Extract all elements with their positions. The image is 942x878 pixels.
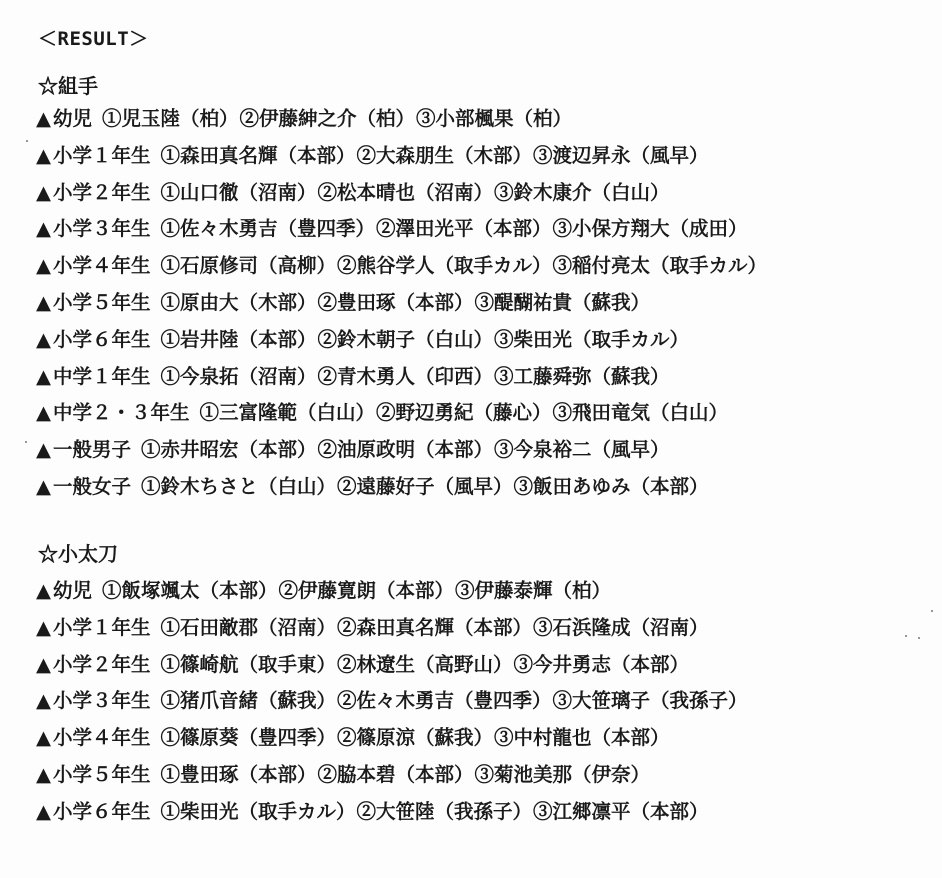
bullet-triangle: ▲ <box>36 799 51 823</box>
document-title: ＜RESULT＞ <box>38 28 149 50</box>
placement-1: ①豊田琢（本部） <box>160 763 317 786</box>
scan-speck <box>931 610 933 612</box>
placement-1: ①森田真名輝（本部） <box>160 143 356 167</box>
result-row <box>36 106 573 132</box>
category-label: 小学５年生 <box>53 763 151 786</box>
placement-3: ③大笹璃子（我孫子） <box>552 689 748 713</box>
result-row <box>36 578 612 604</box>
result-row <box>36 652 690 678</box>
category-label: 一般女子 <box>53 475 132 498</box>
result-row <box>36 437 671 463</box>
placement-2: ②澤田光平（本部） <box>376 217 552 241</box>
placement-3: ③醍醐祐貴（蘇我） <box>474 291 651 314</box>
placement-1: ①三富隆範（白山） <box>199 401 376 425</box>
result-row <box>36 400 729 426</box>
placement-3: ③江郷凛平（本部） <box>533 799 709 823</box>
category-label: 小学２年生 <box>53 652 151 676</box>
placement-2: ②油原政明（本部） <box>317 438 494 462</box>
placement-3: ③中村龍也（本部） <box>494 726 670 750</box>
placement-3: ③小保方翔大（成田） <box>552 217 748 241</box>
placement-1: ①飯塚颯太（本部） <box>102 579 278 602</box>
category-label: 小学２年生 <box>53 180 151 204</box>
bullet-triangle: ▲ <box>36 327 51 351</box>
result-row <box>36 688 749 714</box>
scan-speck <box>918 637 920 639</box>
placement-2: ②脇本碧（本部） <box>317 763 474 786</box>
placement-1: ①児玉陸（柏） <box>102 107 239 130</box>
placement-2: ②篠原涼（蘇我） <box>337 726 494 750</box>
bullet-triangle: ▲ <box>36 475 51 498</box>
placement-1: ①鈴木ちさと（白山） <box>141 475 337 498</box>
placement-1: ①今泉拓（沼南） <box>160 364 317 388</box>
result-row <box>36 290 651 316</box>
result-row <box>36 615 710 641</box>
category-label: 小学１年生 <box>53 143 151 167</box>
placement-1: ①石原修司（高柳） <box>160 254 337 278</box>
placement-3: ③今泉裕二（風早） <box>494 438 670 462</box>
category-label: 小学１年生 <box>53 615 151 639</box>
placement-2: ②遠藤好子（風早） <box>337 475 513 498</box>
placement-1: ①石田敵郡（沼南） <box>160 615 337 639</box>
bullet-triangle: ▲ <box>36 726 51 750</box>
placement-2: ②伊藤紳之介（柏） <box>239 107 416 130</box>
bullet-triangle: ▲ <box>36 180 51 204</box>
bullet-triangle: ▲ <box>36 652 51 676</box>
section-heading: ☆組手 <box>38 74 98 98</box>
placement-3: ③飯田あゆみ（本部） <box>513 475 709 498</box>
placement-2: ②森田真名輝（本部） <box>337 615 533 639</box>
category-label: 一般男子 <box>53 438 132 462</box>
placement-3: ③今井勇志（本部） <box>513 652 690 676</box>
result-row <box>36 762 651 788</box>
placement-2: ②鈴木朝子（白山） <box>317 327 494 351</box>
placement-3: ③石浜隆成（沼南） <box>533 615 709 639</box>
placement-1: ①柴田光（取手カル） <box>160 799 356 823</box>
placement-3: ③伊藤泰輝（柏） <box>455 579 612 602</box>
bullet-triangle: ▲ <box>36 689 51 713</box>
category-label: 小学５年生 <box>53 291 151 314</box>
bullet-triangle: ▲ <box>36 291 51 314</box>
placement-3: ③稲付亮太（取手カル） <box>552 254 768 278</box>
placement-3: ③飛田竜気（白山） <box>552 401 729 425</box>
placement-3: ③鈴木康介（白山） <box>494 180 670 204</box>
bullet-triangle: ▲ <box>36 364 51 388</box>
placement-3: ③柴田光（取手カル） <box>494 327 690 351</box>
placement-1: ①篠崎航（取手東） <box>160 652 337 676</box>
category-label: 中学２・３年生 <box>53 401 190 425</box>
placement-2: ②伊藤寛朗（本部） <box>278 579 455 602</box>
category-label: 幼児 <box>53 579 93 602</box>
placement-1: ①原由大（木部） <box>160 291 317 314</box>
category-label: 小学４年生 <box>53 726 151 750</box>
bullet-triangle: ▲ <box>36 217 51 241</box>
placement-1: ①赤井昭宏（本部） <box>141 438 317 462</box>
category-label: 幼児 <box>53 107 93 130</box>
category-label: 小学３年生 <box>53 217 151 241</box>
bullet-triangle: ▲ <box>36 254 51 278</box>
placement-2: ②野辺勇紀（藤心） <box>376 401 552 425</box>
bullet-triangle: ▲ <box>36 763 51 786</box>
placement-2: ②大笹陸（我孫子） <box>356 799 533 823</box>
scan-speck <box>25 441 27 443</box>
placement-1: ①岩井陸（本部） <box>160 327 317 351</box>
placement-2: ②松本晴也（沼南） <box>317 180 494 204</box>
bullet-triangle: ▲ <box>36 579 51 602</box>
result-row <box>36 216 749 242</box>
scan-speck <box>26 140 28 142</box>
placement-2: ②青木勇人（印西） <box>317 364 494 388</box>
result-row <box>36 364 671 390</box>
bullet-triangle: ▲ <box>36 615 51 639</box>
category-label: 小学３年生 <box>53 689 151 713</box>
result-row <box>36 143 710 169</box>
category-label: 小学６年生 <box>53 799 151 823</box>
category-label: 小学６年生 <box>53 327 151 351</box>
placement-2: ②大森朋生（木部） <box>356 143 533 167</box>
placement-3: ③工藤舜弥（蘇我） <box>494 364 670 388</box>
placement-3: ③菊池美那（伊奈） <box>474 763 651 786</box>
placement-1: ①猪爪音緒（蘇我） <box>160 689 337 713</box>
placement-1: ①山口徹（沼南） <box>160 180 317 204</box>
section-heading: ☆小太刀 <box>38 542 118 566</box>
placement-1: ①篠原葵（豊四季） <box>160 726 337 750</box>
placement-3: ③小部楓果（柏） <box>416 107 573 130</box>
scan-speck <box>905 635 907 637</box>
bullet-triangle: ▲ <box>36 143 51 167</box>
result-row <box>36 474 710 500</box>
category-label: 小学４年生 <box>53 254 151 278</box>
placement-2: ②熊谷学人（取手カル） <box>337 254 552 278</box>
placement-1: ①佐々木勇吉（豊四季） <box>160 217 376 241</box>
result-row <box>36 799 710 825</box>
bullet-triangle: ▲ <box>36 401 51 425</box>
placement-2: ②豊田琢（本部） <box>317 291 474 314</box>
placement-3: ③渡辺昇永（風早） <box>533 143 709 167</box>
result-row <box>36 725 671 751</box>
result-row <box>36 180 671 206</box>
result-row <box>36 253 768 279</box>
category-label: 中学１年生 <box>53 364 151 388</box>
bullet-triangle: ▲ <box>36 107 51 130</box>
bullet-triangle: ▲ <box>36 438 51 462</box>
placement-2: ②林遼生（高野山） <box>337 652 513 676</box>
result-row <box>36 327 690 353</box>
placement-2: ②佐々木勇吉（豊四季） <box>337 689 552 713</box>
